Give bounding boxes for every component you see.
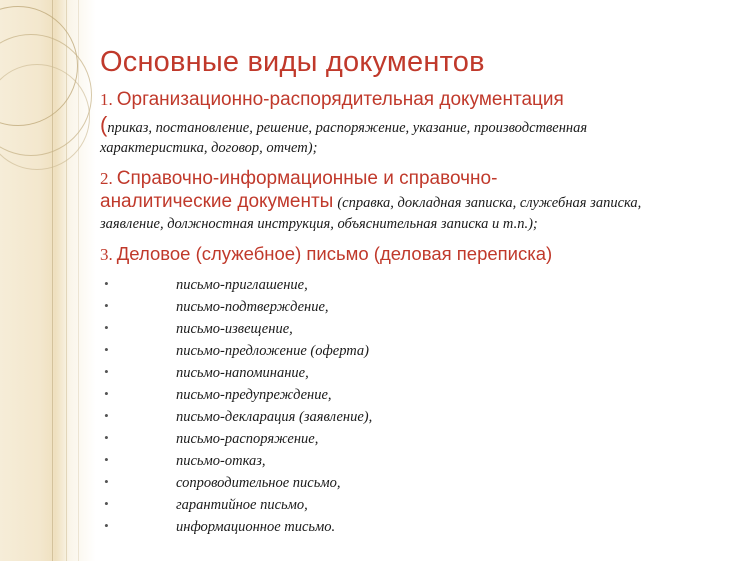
list-item-label: сопроводительное письмо, bbox=[176, 475, 341, 492]
list-item bbox=[100, 472, 730, 494]
list-item bbox=[100, 428, 730, 450]
section-1-detail-line-1: приказ, постановление, решение, распоряжение, указание, производственная bbox=[107, 119, 588, 136]
list-item-label: письмо-извещение, bbox=[176, 320, 293, 337]
bullet-icon: • bbox=[104, 364, 109, 380]
list-item-label: письмо-распоряжение, bbox=[176, 431, 319, 448]
list-item bbox=[100, 318, 730, 340]
list-item bbox=[100, 384, 730, 406]
list-item-label: информационное тисьмо. bbox=[176, 519, 336, 536]
section-2 bbox=[100, 167, 730, 233]
slide-content bbox=[100, 46, 730, 538]
bullet-icon: • bbox=[104, 430, 109, 446]
section-1 bbox=[100, 88, 730, 158]
list-item-label: гарантийное письмо, bbox=[176, 497, 308, 514]
list-item bbox=[100, 450, 730, 472]
bullet-icon: • bbox=[104, 319, 109, 335]
list-item bbox=[100, 516, 730, 538]
section-3 bbox=[100, 243, 730, 266]
slide-title: Основные виды документов bbox=[100, 46, 485, 78]
list-item-label: письмо-предупреждение, bbox=[176, 387, 332, 404]
bullet-icon: • bbox=[104, 452, 109, 468]
section-2-detail-line-1: (справка, докладная записка, служебная записка, bbox=[337, 195, 642, 212]
section-2-heading-line-1: Справочно-информационные и справочно- bbox=[116, 168, 498, 190]
list-item-label: письмо-отказ, bbox=[176, 453, 266, 470]
list-item-label: письмо-приглашение, bbox=[176, 276, 308, 293]
list-item-label: письмо-декларация (заявление), bbox=[176, 409, 373, 426]
section-2-heading-line-2: аналитические документы bbox=[100, 191, 334, 213]
list-item bbox=[100, 274, 730, 296]
letter-types-list bbox=[100, 274, 730, 538]
bullet-icon: • bbox=[104, 275, 109, 291]
section-1-number: 1. bbox=[100, 90, 113, 110]
list-item-label: письмо-предложение (оферта) bbox=[176, 343, 369, 360]
list-item bbox=[100, 340, 730, 362]
bullet-icon: • bbox=[104, 496, 109, 512]
section-3-heading: Деловое (служебное) письмо (деловая переписка) bbox=[116, 243, 553, 265]
list-item bbox=[100, 494, 730, 516]
section-2-detail-line-2: заявление, должностная инструкция, объяснительная записка и т.п.); bbox=[100, 215, 538, 232]
bullet-icon: • bbox=[104, 386, 109, 402]
section-1-heading: Организационно-распорядительная документация bbox=[116, 89, 564, 111]
bullet-icon: • bbox=[104, 474, 109, 490]
list-item-label: письмо-подтверждение, bbox=[176, 298, 329, 315]
list-item bbox=[100, 296, 730, 318]
bullet-icon: • bbox=[104, 297, 109, 313]
section-1-detail-line-2: характеристика, договор, отчет); bbox=[100, 140, 318, 157]
bullet-icon: • bbox=[104, 342, 109, 358]
list-item bbox=[100, 362, 730, 384]
list-item-label: письмо-напоминание, bbox=[176, 365, 309, 382]
section-3-number: 3. bbox=[100, 245, 113, 265]
section-1-open-paren: ( bbox=[100, 111, 108, 137]
section-2-number: 2. bbox=[100, 169, 113, 189]
bullet-icon: • bbox=[104, 518, 109, 534]
list-item bbox=[100, 406, 730, 428]
bullet-icon: • bbox=[104, 408, 109, 424]
